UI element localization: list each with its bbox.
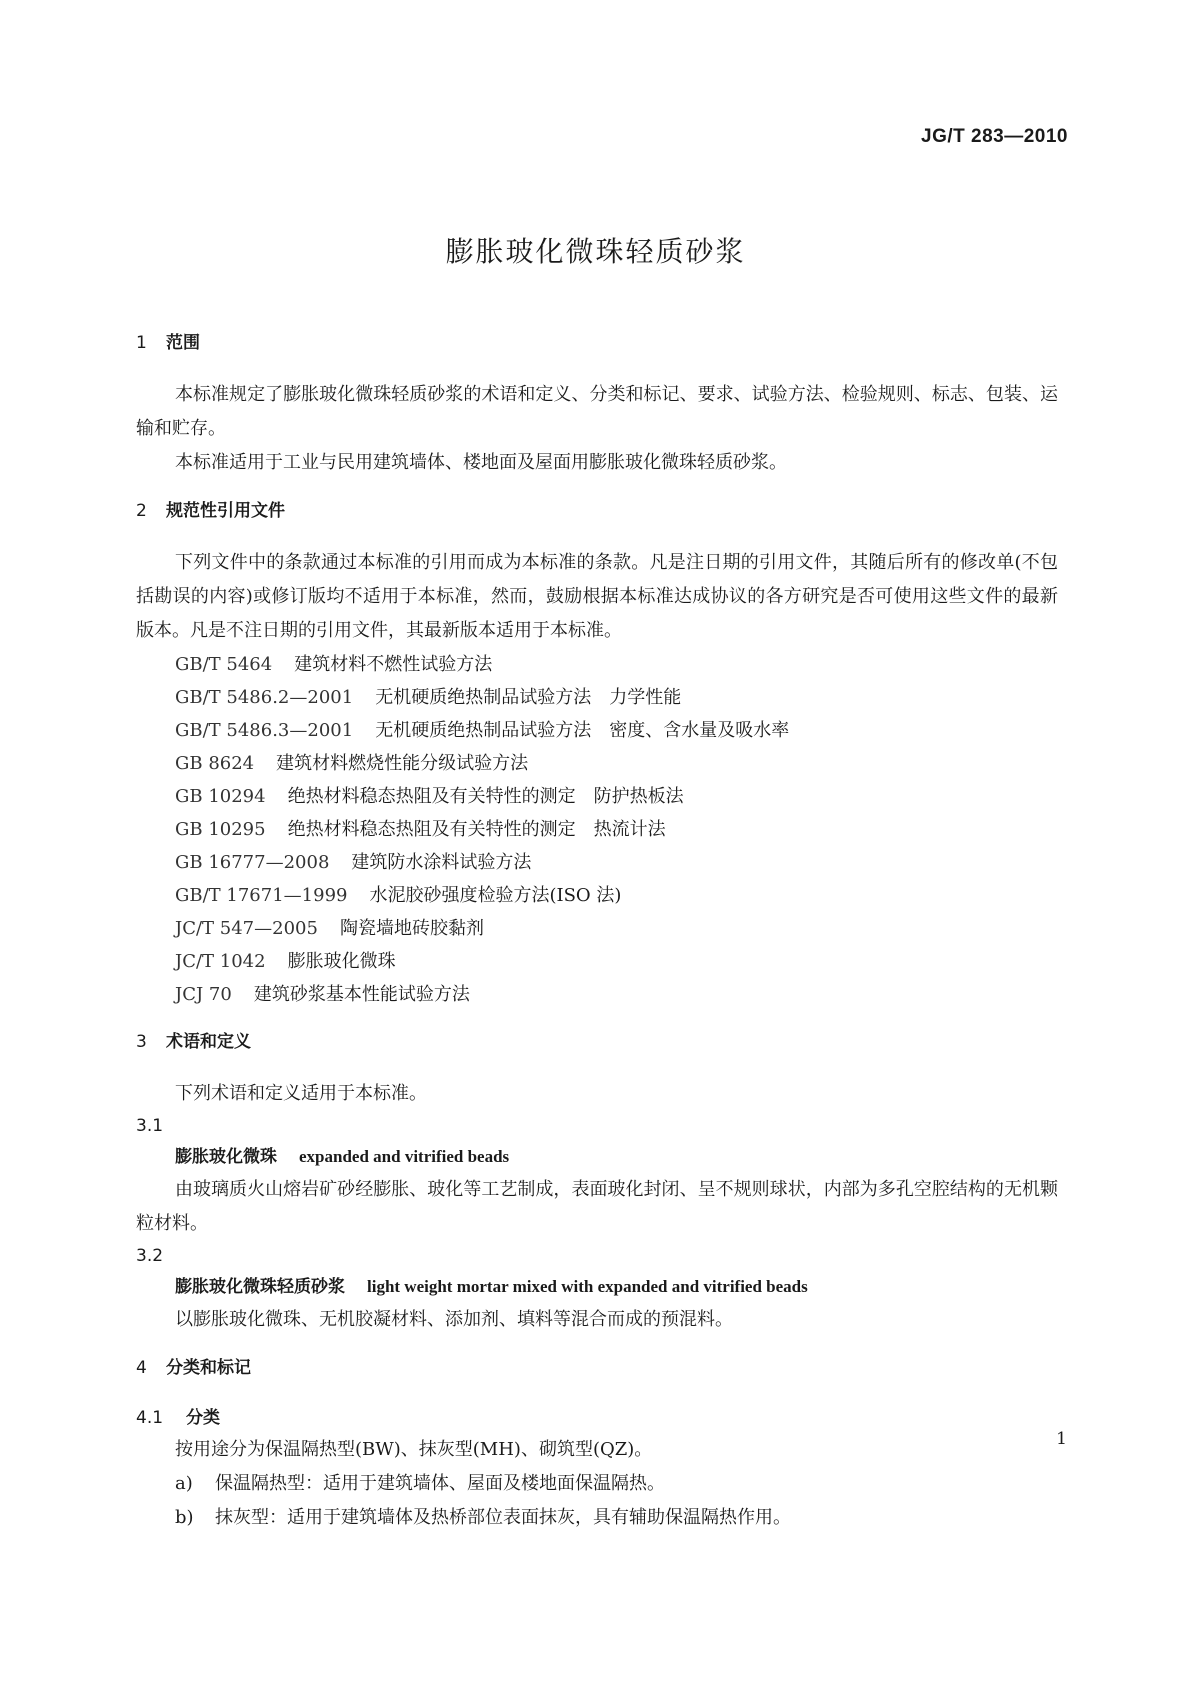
standard-code: JG/T 283—2010 xyxy=(921,126,1068,147)
reference-item xyxy=(136,780,1058,813)
list-marker: a) xyxy=(175,1473,193,1494)
term-entry xyxy=(136,1271,1058,1303)
reference-code: GB 10294 xyxy=(175,786,266,807)
section-number: 2 xyxy=(136,501,147,521)
subsection-number: 4.1 xyxy=(136,1408,164,1428)
reference-item xyxy=(136,846,1058,879)
subsection-title: 分类 xyxy=(186,1408,220,1428)
reference-item xyxy=(136,747,1058,780)
reference-title: 陶瓷墙地砖胶黏剂 xyxy=(339,918,484,939)
term-chinese: 膨胀玻化微珠轻质砂浆 xyxy=(175,1277,345,1297)
section-title: 范围 xyxy=(166,333,200,353)
reference-code: GB 8624 xyxy=(175,753,255,774)
reference-code: JC/T 1042 xyxy=(175,951,266,972)
term-entry xyxy=(136,1141,1058,1173)
section-number: 3 xyxy=(136,1032,147,1052)
term-chinese: 膨胀玻化微珠 xyxy=(175,1147,277,1167)
section-heading-scope xyxy=(136,330,1058,356)
section-heading-classification xyxy=(136,1355,1058,1381)
list-item xyxy=(136,1501,1058,1535)
paragraph: 本标准适用于工业与民用建筑墙体、楼地面及屋面用膨胀玻化微珠轻质砂浆。 xyxy=(175,452,787,473)
reference-title: 建筑材料燃烧性能分级试验方法 xyxy=(276,753,529,774)
list-item xyxy=(136,1467,1058,1501)
document-body xyxy=(136,330,1058,1535)
reference-item xyxy=(136,879,1058,912)
reference-item xyxy=(136,912,1058,945)
reference-list xyxy=(136,648,1058,1011)
reference-title: 膨胀玻化微珠 xyxy=(287,951,396,972)
list-marker: b) xyxy=(175,1507,194,1528)
subsection-heading xyxy=(136,1403,1058,1433)
clause-number: 3.1 xyxy=(136,1116,164,1136)
reference-code: GB 16777—2008 xyxy=(175,852,330,873)
reference-title: 无机硬质绝热制品试验方法 密度、含水量及吸水率 xyxy=(375,720,790,741)
term-english: light weight mortar mixed with expanded and vitrified beads xyxy=(367,1277,808,1296)
reference-title: 无机硬质绝热制品试验方法 力学性能 xyxy=(375,687,682,708)
reference-item xyxy=(136,945,1058,978)
reference-title: 建筑防水涂料试验方法 xyxy=(351,852,532,873)
paragraph: 下列术语和定义适用于本标准。 xyxy=(175,1083,427,1104)
reference-code: GB/T 5486.3—2001 xyxy=(175,720,354,741)
page-number: 1 xyxy=(1056,1429,1067,1449)
paragraph: 按用途分为保温隔热型(BW)、抹灰型(MH)、砌筑型(QZ)。 xyxy=(175,1439,653,1460)
section-number: 4 xyxy=(136,1358,147,1378)
term-definition: 由玻璃质火山熔岩矿砂经膨胀、玻化等工艺制成，表面玻化封闭、呈不规则球状，内部为多孔空腔结构的无机颗粒材料。 xyxy=(136,1179,1058,1234)
reference-title: 水泥胶砂强度检验方法(ISO 法) xyxy=(369,885,622,906)
section-title: 术语和定义 xyxy=(166,1032,251,1052)
reference-title: 建筑材料不燃性试验方法 xyxy=(294,654,493,675)
reference-title: 绝热材料稳态热阻及有关特性的测定 防护热板法 xyxy=(287,786,684,807)
reference-item xyxy=(136,714,1058,747)
section-title: 规范性引用文件 xyxy=(166,501,285,521)
reference-code: GB/T 17671—1999 xyxy=(175,885,348,906)
reference-code: GB/T 5464 xyxy=(175,654,273,675)
section-heading-normative-references xyxy=(136,498,1058,524)
term-definition: 以膨胀玻化微珠、无机胶凝材料、添加剂、填料等混合而成的预混料。 xyxy=(175,1309,733,1330)
section-title: 分类和标记 xyxy=(166,1358,251,1378)
reference-item xyxy=(136,648,1058,681)
reference-code: GB/T 5486.2—2001 xyxy=(175,687,354,708)
reference-item xyxy=(136,681,1058,714)
list-text: 抹灰型：适用于建筑墙体及热桥部位表面抹灰，具有辅助保温隔热作用。 xyxy=(215,1507,791,1528)
reference-title: 绝热材料稳态热阻及有关特性的测定 热流计法 xyxy=(287,819,666,840)
section-number: 1 xyxy=(136,333,147,353)
paragraph: 下列文件中的条款通过本标准的引用而成为本标准的条款。凡是注日期的引用文件，其随后所有的修改单(不包括勘误的内容)或修订版均不适用于本标准，然而，鼓励根据本标准达成协议的各方研究是否可使用这些文件的最新版本。凡是不注日期的引用文件，其最新版本适用于本标准。 xyxy=(136,552,1058,641)
paragraph: 本标准规定了膨胀玻化微珠轻质砂浆的术语和定义、分类和标记、要求、试验方法、检验规则、标志、包装、运输和贮存。 xyxy=(136,384,1058,439)
reference-code: JC/T 547—2005 xyxy=(175,918,318,939)
reference-title: 建筑砂浆基本性能试验方法 xyxy=(253,984,470,1005)
reference-code: GB 10295 xyxy=(175,819,266,840)
section-heading-terms xyxy=(136,1029,1058,1055)
term-english: expanded and vitrified beads xyxy=(299,1147,510,1166)
reference-item xyxy=(136,813,1058,846)
clause-number: 3.2 xyxy=(136,1246,164,1266)
reference-code: JCJ 70 xyxy=(175,984,232,1005)
reference-item xyxy=(136,978,1058,1011)
document-title: 膨胀玻化微珠轻质砂浆 xyxy=(445,235,746,268)
list-text: 保温隔热型：适用于建筑墙体、屋面及楼地面保温隔热。 xyxy=(215,1473,665,1494)
